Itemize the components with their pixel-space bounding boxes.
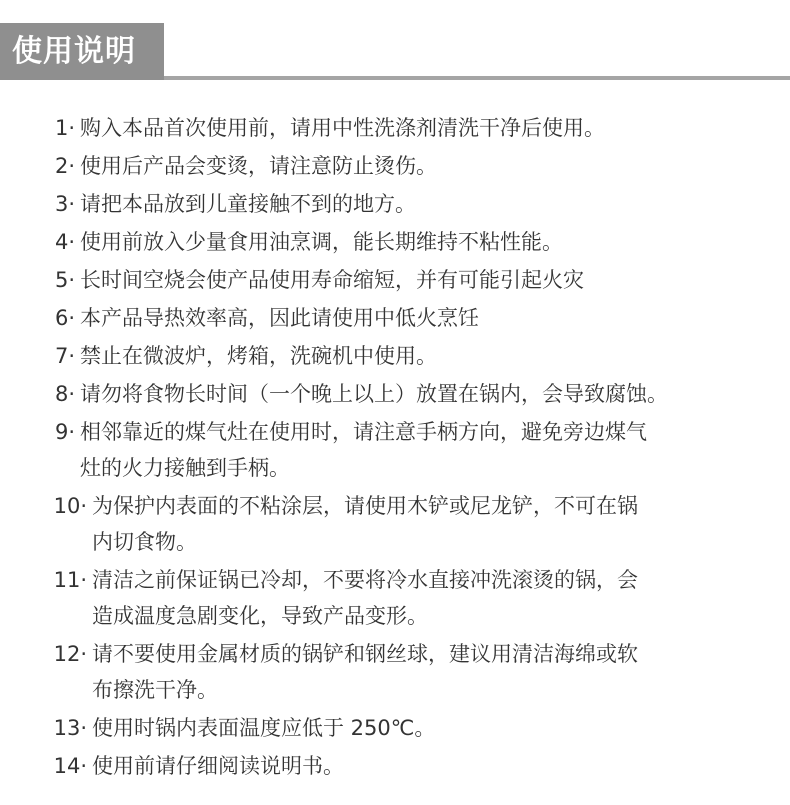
item-number: 12·: [53, 642, 87, 666]
list-item: [0, 414, 790, 486]
item-number: 2·: [54, 154, 75, 178]
item-text: 本产品导热效率高，因此请使用中低火烹饪: [80, 306, 479, 330]
item-number: 7·: [54, 344, 75, 368]
item-text: 相邻靠近的煤气灶在使用时，请注意手柄方向，避免旁边煤气 灶的火力接触到手柄。: [80, 420, 647, 480]
item-number: 8·: [54, 382, 75, 406]
list-item: [0, 110, 790, 146]
instructions-list: [0, 110, 790, 786]
item-number: 3·: [54, 192, 75, 216]
item-number: 9·: [54, 420, 75, 444]
list-item: [0, 338, 790, 374]
list-item: [0, 148, 790, 184]
item-text: 请不要使用金属材质的锅铲和钢丝球，建议用清洁海绵或软 布擦洗干净。: [92, 642, 638, 702]
list-item: [0, 488, 790, 560]
title-divider: [164, 76, 790, 80]
page-title: 使用说明: [0, 23, 164, 80]
item-text: 使用后产品会变烫，请注意防止烫伤。: [80, 154, 437, 178]
item-number: 4·: [54, 230, 75, 254]
list-item: [0, 748, 790, 784]
section-header: [0, 23, 790, 83]
list-item: [0, 262, 790, 298]
item-number: 10·: [53, 494, 87, 518]
item-text: 请把本品放到儿童接触不到的地方。: [80, 192, 416, 216]
item-text: 禁止在微波炉，烤箱，洗碗机中使用。: [80, 344, 437, 368]
item-number: 14·: [53, 754, 87, 778]
item-number: 11·: [53, 568, 87, 592]
item-number: 13·: [53, 716, 87, 740]
item-number: 6·: [54, 306, 75, 330]
item-text: 使用前请仔细阅读说明书。: [92, 754, 344, 778]
item-text: 购入本品首次使用前，请用中性洗涤剂清洗干净后使用。: [80, 116, 605, 140]
list-item: [0, 376, 790, 412]
item-text: 请勿将食物长时间（一个晚上以上）放置在锅内，会导致腐蚀。: [80, 382, 668, 406]
item-text: 清洁之前保证锅已冷却，不要将冷水直接冲洗滚烫的锅，会 造成温度急剧变化，导致产品变形。: [92, 568, 638, 628]
item-text: 使用前放入少量食用油烹调，能长期维持不粘性能。: [80, 230, 563, 254]
list-item: [0, 710, 790, 746]
list-item: [0, 636, 790, 708]
list-item: [0, 224, 790, 260]
item-text: 使用时锅内表面温度应低于 250℃。: [92, 716, 436, 740]
list-item: [0, 186, 790, 222]
item-text: 为保护内表面的不粘涂层，请使用木铲或尼龙铲，不可在锅 内切食物。: [92, 494, 638, 554]
item-text: 长时间空烧会使产品使用寿命缩短，并有可能引起火灾: [80, 268, 584, 292]
item-number: 1·: [54, 116, 75, 140]
item-number: 5·: [54, 268, 75, 292]
list-item: [0, 300, 790, 336]
list-item: [0, 562, 790, 634]
